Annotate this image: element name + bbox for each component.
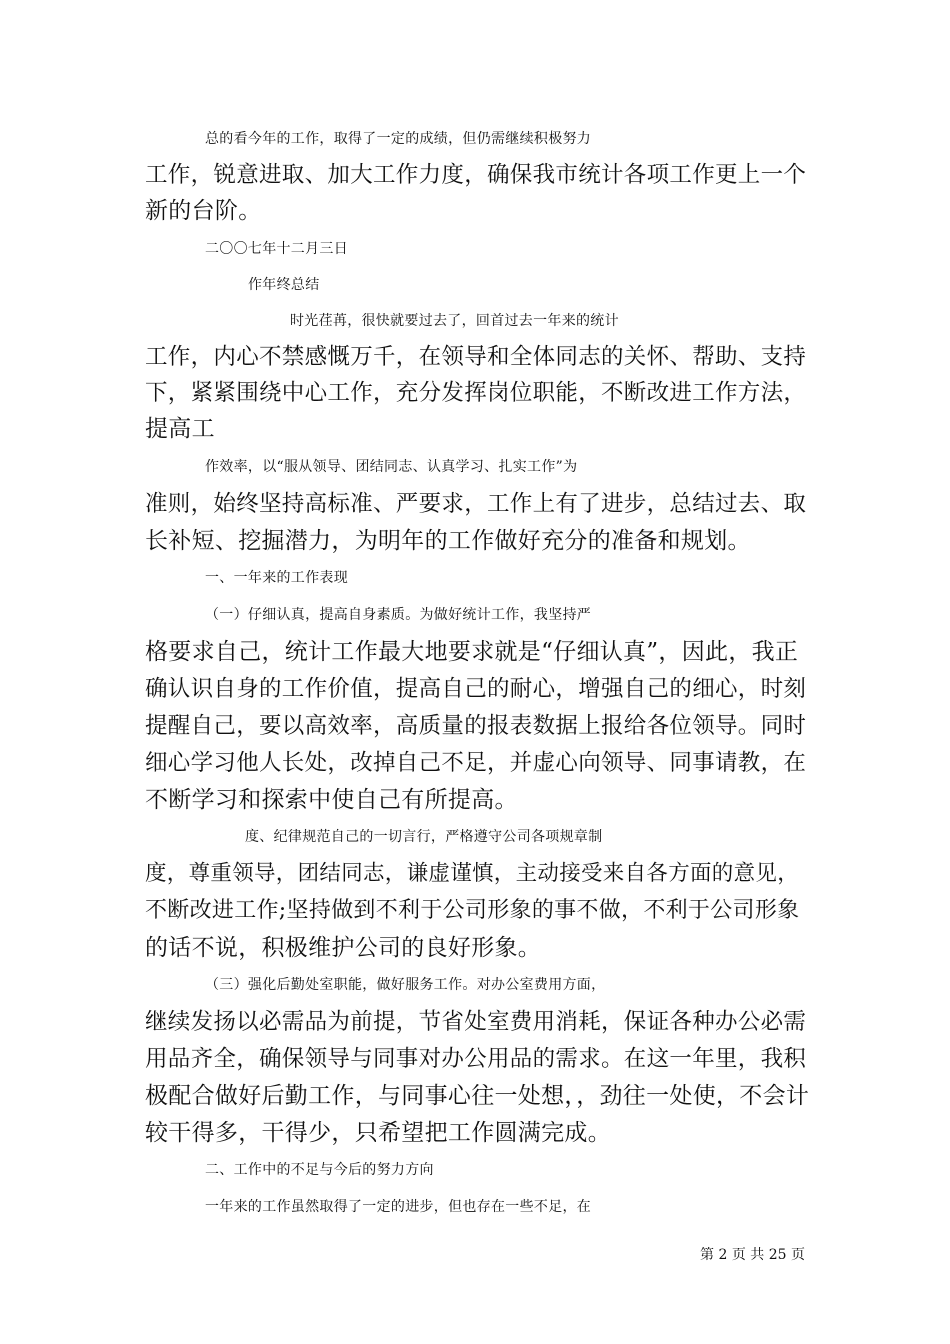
text-line: 不断学习和探索中使自己有所提高。 bbox=[145, 787, 518, 813]
text-line: 时光荏苒，很快就要过去了，回首过去一年来的统计 bbox=[290, 313, 619, 329]
text-line: 二、工作中的不足与今后的努力方向 bbox=[205, 1162, 434, 1178]
text-line: 下，紧紧围绕中心工作，充分发挥岗位职能，不断改进工作方法， bbox=[145, 380, 807, 406]
text-line: 格要求自己，统计工作最大地要求就是“仔细认真”，因此，我正 bbox=[145, 639, 799, 665]
text-line: 细心学习他人长处，改掉自己不足，并虚心向领导、同事请教，在 bbox=[145, 750, 807, 776]
page-number-footer: 第 2 页 共 25 页 bbox=[700, 1247, 805, 1263]
text-line: 总的看今年的工作，取得了一定的成绩，但仍需继续积极努力 bbox=[205, 131, 592, 147]
text-line: 工作，锐意进取、加大工作力度，确保我市统计各项工作更上一个 bbox=[145, 162, 807, 188]
text-line: 提高工 bbox=[145, 416, 215, 442]
text-line: 度，尊重领导，团结同志，谦虚谨慎，主动接受来自各方面的意见， bbox=[145, 861, 800, 886]
text-line: 二〇〇七年十二月三日 bbox=[205, 241, 348, 257]
text-line: 一、一年来的工作表现 bbox=[205, 570, 348, 586]
text-line: 作效率，以“服从领导、团结同志、认真学习、扎实工作”为 bbox=[205, 459, 578, 475]
text-line: 工作，内心不禁感慨万千，在领导和全体同志的关怀、帮助、支持 bbox=[145, 344, 807, 370]
text-line: 不断改进工作;坚持做到不利于公司形象的事不做，不利于公司形象 bbox=[145, 898, 800, 923]
text-line: 作年终总结 bbox=[248, 277, 320, 293]
text-line: 度、纪律规范自己的一切言行，严格遵守公司各项规章制 bbox=[245, 829, 603, 845]
text-line: 的话不说，积极维护公司的良好形象。 bbox=[145, 935, 542, 961]
text-line: （三）强化后勤处室职能，做好服务工作。对办公室费用方面， bbox=[205, 977, 606, 993]
text-line: 用品齐全，确保领导与同事对办公用品的需求。在这一年里，我积 bbox=[145, 1046, 807, 1072]
text-line: 确认识自身的工作价值，提高自己的耐心，增强自己的细心，时刻 bbox=[145, 676, 807, 702]
text-line: 长补短、挖掘潜力，为明年的工作做好充分的准备和规划。 bbox=[145, 528, 751, 554]
text-line: 准则，始终坚持高标准、严要求，工作上有了进步，总结过去、取 bbox=[145, 491, 807, 517]
text-line: 新的台阶。 bbox=[145, 198, 262, 224]
text-line: 继续发扬以必需品为前提，节省处室费用消耗，保证各种办公必需 bbox=[145, 1009, 807, 1035]
text-line: （一）仔细认真，提高自身素质。为做好统计工作，我坚持严 bbox=[205, 607, 592, 623]
text-line: 提醒自己，要以高效率，高质量的报表数据上报给各位领导。同时 bbox=[145, 713, 807, 739]
text-line: 一年来的工作虽然取得了一定的进步，但也存在一些不足，在 bbox=[205, 1199, 592, 1215]
text-line: 较干得多，干得少，只希望把工作圆满完成。 bbox=[145, 1120, 611, 1146]
text-line: 极配合做好后勤工作，与同事心往一处想，，劲往一处使，不会计 bbox=[145, 1083, 810, 1109]
